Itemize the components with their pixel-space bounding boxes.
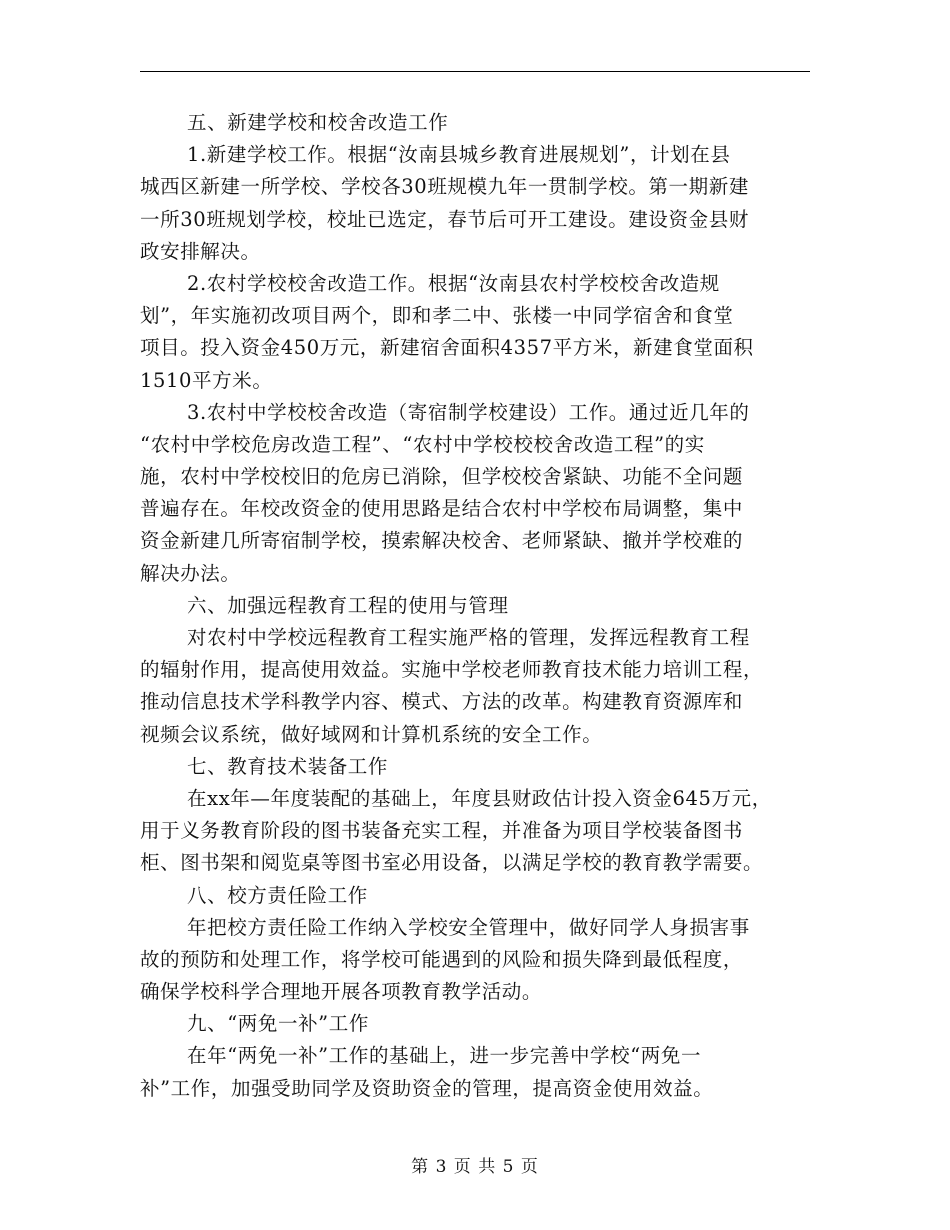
text-line: 施，农村中学校校旧的危房已消除，但学校校舍紧缺、功能不全问题 (140, 465, 744, 489)
text-line: 柜、图书架和阅览桌等图书室必用设备，以满足学校的教育教学需要。 (140, 851, 764, 875)
text-line: “农村中学校危房改造工程”、“农村中学校校校舍改造工程”的实 (140, 432, 705, 456)
text-line: 1.新建学校工作。根据“汝南县城乡教育进展规划”，计划在县 (187, 143, 731, 167)
document-body (140, 107, 810, 1105)
text-line: 确保学校科学合理地开展各项教育教学活动。 (140, 980, 543, 1004)
text-line: 项目。投入资金450万元，新建宿舍面积4357平方米，新建食堂面积 (140, 336, 754, 360)
text-line: 对农村中学校远程教育工程实施严格的管理，发挥远程教育工程 (187, 626, 750, 649)
text-line: 的辐射作用，提高使用效益。实施中学校老师教育技术能力培训工程， (140, 658, 764, 682)
text-line: 八、校方责任险工作 (187, 883, 368, 907)
text-line: 一所30班规划学校，校址已选定，春节后可开工建设。建设资金县财 (140, 207, 749, 231)
text-line: 在年“两免一补”工作的基础上，进一步完善中学校“两免一 (187, 1044, 702, 1068)
text-line: 五、新建学校和校舍改造工作 (187, 111, 449, 134)
text-line: 补”工作，加强受助同学及资助资金的管理，提高资金使用效益。 (140, 1076, 714, 1100)
text-line: 解决办法。 (140, 561, 241, 585)
text-line: 七、教育技术装备工作 (187, 754, 389, 778)
text-line: 故的预防和处理工作，将学校可能遇到的风险和损失降到最低程度， (140, 947, 744, 971)
text-line: 六、加强远程教育工程的使用与管理 (187, 593, 509, 617)
text-line: 划”，年实施初改项目两个，即和孝二中、张楼一中同学宿舍和食堂 (140, 304, 734, 328)
text-line: 视频会议系统，做好域网和计算机系统的安全工作。 (140, 722, 603, 746)
text-line: 2.农村学校校舍改造工作。根据“汝南县农村学校校舍改造规 (187, 271, 720, 295)
text-line: 政安排解决。 (140, 239, 261, 263)
text-line: 年把校方责任险工作纳入学校安全管理中，做好同学人身损害事 (187, 915, 750, 939)
text-line: 普遍存在。年校改资金的使用思路是结合农村中学校布局调整，集中 (140, 497, 744, 521)
text-line: 1510平方米。 (140, 368, 273, 392)
text-line: 3.农村中学校校舍改造（寄宿制学校建设）工作。通过近几年的 (187, 400, 750, 424)
text-line: 推动信息技术学科教学内容、模式、方法的改革。构建教育资源库和 (140, 690, 744, 714)
text-line: 资金新建几所寄宿制学校，摸索解决校舍、老师紧缺、撤并学校难的 (140, 529, 744, 553)
text-line: 九、“两免一补”工作 (187, 1012, 369, 1036)
header-rule (140, 71, 810, 72)
page-footer: 第 3 页 共 5 页 (411, 1157, 539, 1177)
text-line: 城西区新建一所学校、学校各30班规模九年一贯制学校。第一期新建 (140, 175, 749, 199)
text-line: 用于义务教育阶段的图书装备充实工程，并准备为项目学校装备图书 (140, 819, 744, 843)
text-line: 在xx年—年度装配的基础上，年度县财政估计投入资金645万元， (187, 786, 772, 810)
